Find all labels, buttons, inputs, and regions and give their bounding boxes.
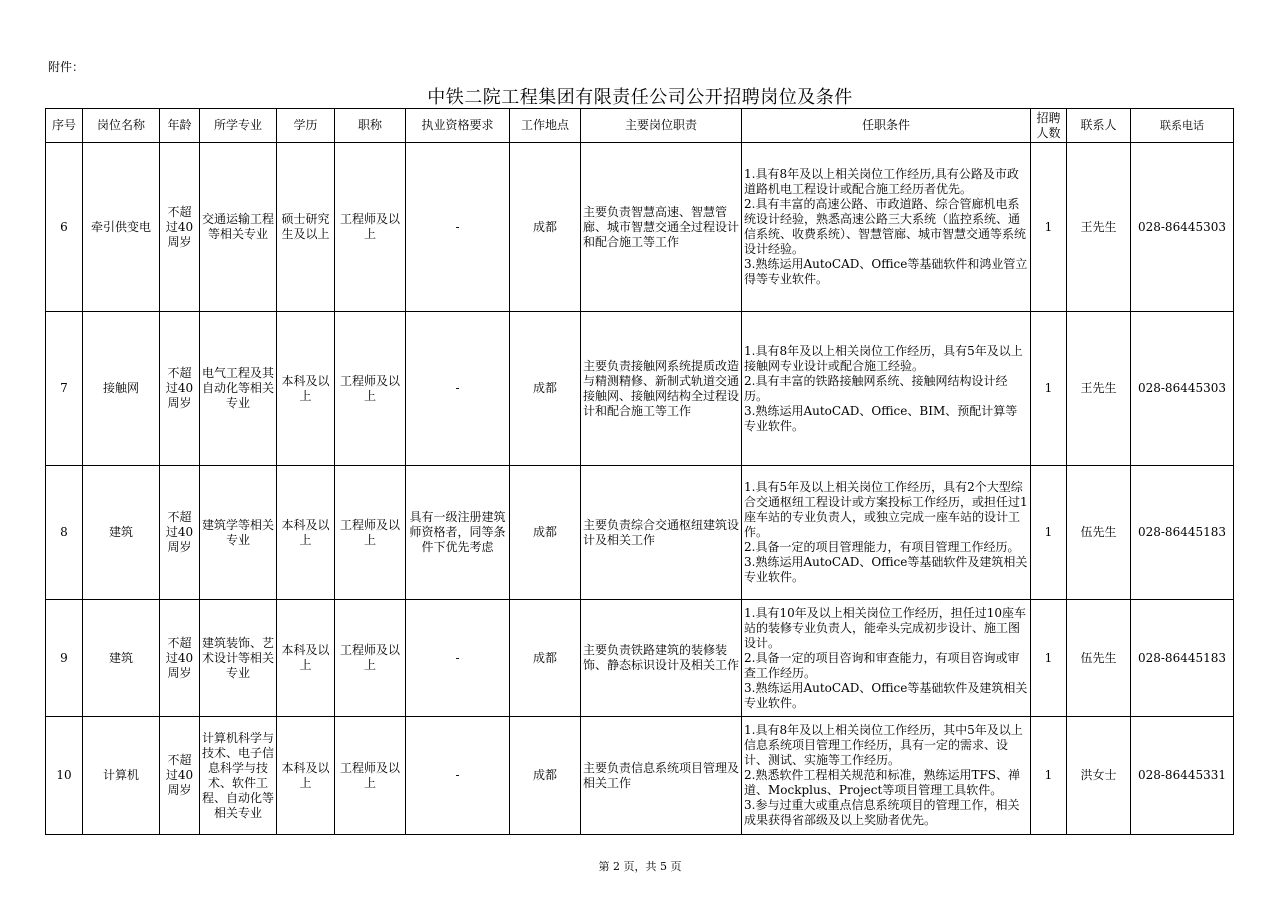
- requirement-item: 2.具有丰富的高速公路、市政道路、综合管廊机电系统设计经验，熟悉高速公路三大系统（监控系统、通信系统、收费系统）、智慧管廊、城市智慧交通等系统设计经验。: [744, 197, 1027, 256]
- header-location: 工作地点: [510, 109, 581, 143]
- cell-location: 成都: [510, 717, 581, 835]
- cell-contact: 伍先生: [1067, 600, 1131, 717]
- cell-major: 电气工程及其自动化等相关专业: [200, 312, 277, 466]
- cell-education: 本科及以上: [277, 312, 335, 466]
- cell-title: 工程师及以上: [335, 466, 406, 600]
- cell-title: 工程师及以上: [335, 600, 406, 717]
- header-title: 职称: [335, 109, 406, 143]
- cell-count: 1: [1031, 312, 1067, 466]
- cell-requirements: [742, 466, 1031, 600]
- cell-location: 成都: [510, 312, 581, 466]
- cell-duties: 主要负责接触网系统提质改造与精测精修、新制式轨道交通接触网、接触网结构全过程设计和配合施工等工作: [581, 312, 742, 466]
- page-title: 中铁二院工程集团有限责任公司公开招聘岗位及条件: [427, 87, 853, 108]
- header-no: 序号: [46, 109, 83, 143]
- cell-no: 7: [46, 312, 83, 466]
- header-education: 学历: [277, 109, 335, 143]
- table-row: [46, 466, 1234, 600]
- cell-duties: 主要负责铁路建筑的装修装饰、静态标识设计及相关工作: [581, 600, 742, 717]
- cell-major: 计算机科学与技术、电子信息科学与技术、软件工程、自动化等相关专业: [200, 717, 277, 835]
- cell-education: 本科及以上: [277, 717, 335, 835]
- cell-duties: 主要负责智慧高速、智慧管廊、城市智慧交通全过程设计和配合施工等工作: [581, 143, 742, 312]
- header-position: 岗位名称: [83, 109, 160, 143]
- cell-qualification: -: [406, 717, 510, 835]
- cell-education: 硕士研究生及以上: [277, 143, 335, 312]
- table-header-row: [46, 109, 1234, 143]
- cell-age: 不超过40周岁: [160, 717, 200, 835]
- header-qualification: 执业资格要求: [406, 109, 510, 143]
- cell-major: 交通运输工程等相关专业: [200, 143, 277, 312]
- requirement-item: 1.具有8年及以上相关岗位工作经历，具有5年及以上接触网专业设计或配合施工经验。: [744, 343, 1023, 373]
- requirement-item: 2.熟悉软件工程相关规范和标准，熟练运用TFS、禅道、Mockplus、Project等项目管理工具软件。: [744, 768, 1021, 797]
- cell-age: 不超过40周岁: [160, 312, 200, 466]
- recruitment-table: [45, 108, 1234, 835]
- cell-count: 1: [1031, 717, 1067, 835]
- cell-major: 建筑学等相关专业: [200, 466, 277, 600]
- cell-contact: 洪女士: [1067, 717, 1131, 835]
- requirement-item: 3.熟练运用AutoCAD、Office等基础软件和鸿业管立得等专业软件。: [744, 257, 1028, 286]
- cell-qualification: -: [406, 143, 510, 312]
- cell-phone: 028-86445331: [1131, 717, 1234, 835]
- requirement-item: 3.参与过重大或重点信息系统项目的管理工作，相关成果获得省部级及以上奖励者优先。: [744, 798, 1020, 827]
- cell-position: 牵引供变电: [83, 143, 160, 312]
- header-age: 年龄: [160, 109, 200, 143]
- table-row: [46, 600, 1234, 717]
- requirement-item: 1.具有8年及以上相关岗位工作经历，其中5年及以上信息系统项目管理工作经历，具有一定的需求、设计、测试、实施等工作经历。: [744, 723, 1023, 767]
- cell-location: 成都: [510, 466, 581, 600]
- cell-phone: 028-86445183: [1131, 466, 1234, 600]
- requirement-item: 3.熟练运用AutoCAD、Office等基础软件及建筑相关专业软件。: [744, 555, 1028, 584]
- cell-title: 工程师及以上: [335, 143, 406, 312]
- cell-title: 工程师及以上: [335, 717, 406, 835]
- cell-duties: 主要负责信息系统项目管理及相关工作: [581, 717, 742, 835]
- cell-position: 计算机: [83, 717, 160, 835]
- requirement-item: 3.熟练运用AutoCAD、Office、BIM、预配计算等专业软件。: [744, 403, 1018, 433]
- cell-age: 不超过40周岁: [160, 143, 200, 312]
- cell-qualification: -: [406, 312, 510, 466]
- cell-major: 建筑装饰、艺术设计等相关专业: [200, 600, 277, 717]
- cell-title: 工程师及以上: [335, 312, 406, 466]
- cell-education: 本科及以上: [277, 600, 335, 717]
- cell-contact: 伍先生: [1067, 466, 1131, 600]
- cell-location: 成都: [510, 600, 581, 717]
- cell-position: 建筑: [83, 600, 160, 717]
- header-duties: 主要岗位职责: [581, 109, 742, 143]
- cell-count: 1: [1031, 600, 1067, 717]
- cell-position: 接触网: [83, 312, 160, 466]
- header-phone: 联系电话: [1131, 109, 1234, 143]
- cell-position: 建筑: [83, 466, 160, 600]
- cell-education: 本科及以上: [277, 466, 335, 600]
- cell-requirements: [742, 600, 1031, 717]
- header-count: 招聘人数: [1031, 109, 1067, 143]
- requirement-item: 2.具备一定的项目咨询和审查能力，有项目咨询或审查工作经历。: [744, 650, 1020, 680]
- cell-age: 不超过40周岁: [160, 466, 200, 600]
- cell-no: 6: [46, 143, 83, 312]
- page-footer: 第 2 页，共 5 页: [598, 860, 682, 873]
- attachment-label: 附件：: [48, 60, 85, 74]
- cell-qualification: 具有一级注册建筑师资格者，同等条件下优先考虑: [406, 466, 510, 600]
- requirement-item: 2.具有丰富的铁路接触网系统、接触网结构设计经历。: [744, 373, 1008, 403]
- cell-count: 1: [1031, 466, 1067, 600]
- requirement-item: 3.熟练运用AutoCAD、Office等基础软件及建筑相关专业软件。: [744, 680, 1028, 710]
- cell-no: 9: [46, 600, 83, 717]
- header-contact: 联系人: [1067, 109, 1131, 143]
- requirement-item: 1.具有5年及以上相关岗位工作经历，具有2个大型综合交通枢纽工程设计或方案投标工作经历，或担任过1座车站的专业负责人，或独立完成一座车站的设计工作。: [744, 480, 1028, 539]
- cell-age: 不超过40周岁: [160, 600, 200, 717]
- cell-no: 10: [46, 717, 83, 835]
- cell-requirements: [742, 143, 1031, 312]
- table-row: [46, 312, 1234, 466]
- table-row: [46, 143, 1234, 312]
- cell-phone: 028-86445303: [1131, 312, 1234, 466]
- requirement-item: 1.具有8年及以上相关岗位工作经历,具有公路及市政道路机电工程设计或配合施工经历者优先。: [744, 167, 1019, 196]
- cell-requirements: [742, 312, 1031, 466]
- header-requirements: 任职条件: [742, 109, 1031, 143]
- cell-phone: 028-86445183: [1131, 600, 1234, 717]
- cell-contact: 王先生: [1067, 312, 1131, 466]
- cell-duties: 主要负责综合交通枢纽建筑设计及相关工作: [581, 466, 742, 600]
- cell-phone: 028-86445303: [1131, 143, 1234, 312]
- header-major: 所学专业: [200, 109, 277, 143]
- cell-qualification: -: [406, 600, 510, 717]
- cell-count: 1: [1031, 143, 1067, 312]
- cell-location: 成都: [510, 143, 581, 312]
- requirement-item: 1.具有10年及以上相关岗位工作经历，担任过10座车站的装修专业负责人，能牵头完成初步设计、施工图设计。: [744, 605, 1026, 650]
- cell-no: 8: [46, 466, 83, 600]
- requirement-item: 2.具备一定的项目管理能力，有项目管理工作经历。: [744, 540, 1020, 554]
- cell-contact: 王先生: [1067, 143, 1131, 312]
- cell-requirements: [742, 717, 1031, 835]
- table-row: [46, 717, 1234, 835]
